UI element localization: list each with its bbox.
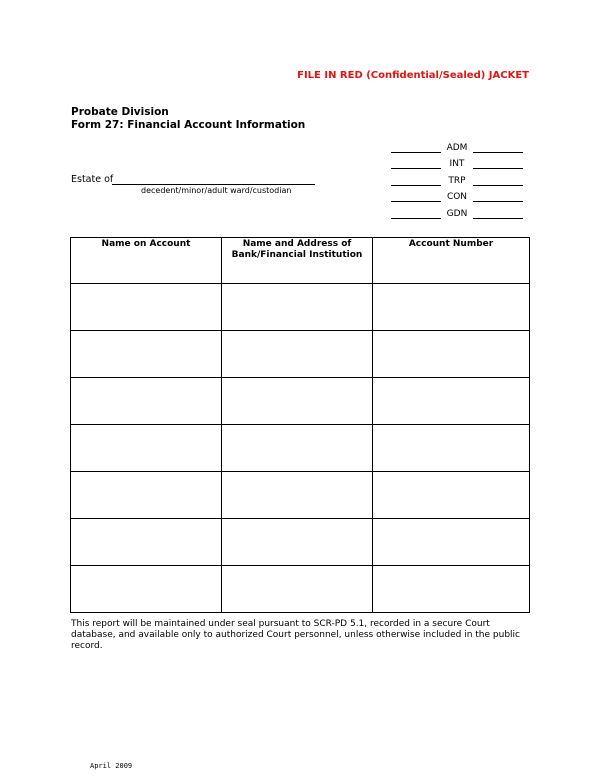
case-code-blank-right[interactable] [473,159,523,169]
seal-notice: This report will be maintained under seal pursuant to SCR-PD 5.1, recorded in a secure Court database, and available only to authorized Court personnel, unless otherwise included in the public record. [71,619,520,651]
account-number-cell[interactable] [373,472,530,519]
column-header-account-number: Account Number [373,238,530,284]
institution-cell[interactable] [222,331,373,378]
case-code-blank-right[interactable] [473,143,523,153]
accounts-table [70,237,530,613]
case-code-label: ADM [446,143,468,153]
case-code-blank-right[interactable] [473,176,523,186]
account-number-cell[interactable] [373,425,530,472]
case-code-row [391,141,523,153]
case-code-blank-right[interactable] [473,192,523,202]
institution-cell[interactable] [222,425,373,472]
case-code-blank-right[interactable] [473,209,523,219]
case-code-blank-left[interactable] [391,209,441,219]
table-row [71,566,530,613]
account-number-cell[interactable] [373,378,530,425]
name-cell[interactable] [71,472,222,519]
case-code-row [391,157,523,169]
case-code-row [391,174,523,186]
case-code-label: INT [449,159,465,169]
case-code-blank-left[interactable] [391,176,441,186]
revision-date: April 2009 [90,762,133,770]
name-cell[interactable] [71,519,222,566]
case-code-blank-left[interactable] [391,143,441,153]
estate-name-field[interactable] [112,184,315,185]
table-row [71,331,530,378]
jacket-notice: FILE IN RED (Confidential/Sealed) JACKET [297,70,529,81]
account-number-cell[interactable] [373,284,530,331]
division-title: Probate Division [71,106,169,118]
table-row [71,472,530,519]
table-header-row [71,238,530,284]
institution-cell[interactable] [222,566,373,613]
form-title: Form 27: Financial Account Information [71,119,306,131]
name-cell[interactable] [71,378,222,425]
institution-cell[interactable] [222,472,373,519]
case-code-label: TRP [448,176,466,186]
case-code-row [391,190,523,202]
account-number-cell[interactable] [373,566,530,613]
institution-cell[interactable] [222,378,373,425]
estate-caption: decedent/minor/adult ward/custodian [141,186,292,195]
table-row [71,519,530,566]
institution-cell[interactable] [222,284,373,331]
account-number-cell[interactable] [373,519,530,566]
table-row [71,284,530,331]
case-code-blank-left[interactable] [391,192,441,202]
institution-cell[interactable] [222,519,373,566]
name-cell[interactable] [71,425,222,472]
table-row [71,378,530,425]
name-cell[interactable] [71,566,222,613]
estate-label: Estate of [71,174,114,185]
case-code-label: CON [446,192,468,202]
column-header-name: Name on Account [71,238,222,284]
account-number-cell[interactable] [373,331,530,378]
case-code-label: GDN [446,209,468,219]
name-cell[interactable] [71,331,222,378]
table-row [71,425,530,472]
column-header-institution: Name and Address of Bank/Financial Institution [222,238,373,284]
name-cell[interactable] [71,284,222,331]
case-code-blank-left[interactable] [391,159,441,169]
case-code-row [391,207,523,219]
